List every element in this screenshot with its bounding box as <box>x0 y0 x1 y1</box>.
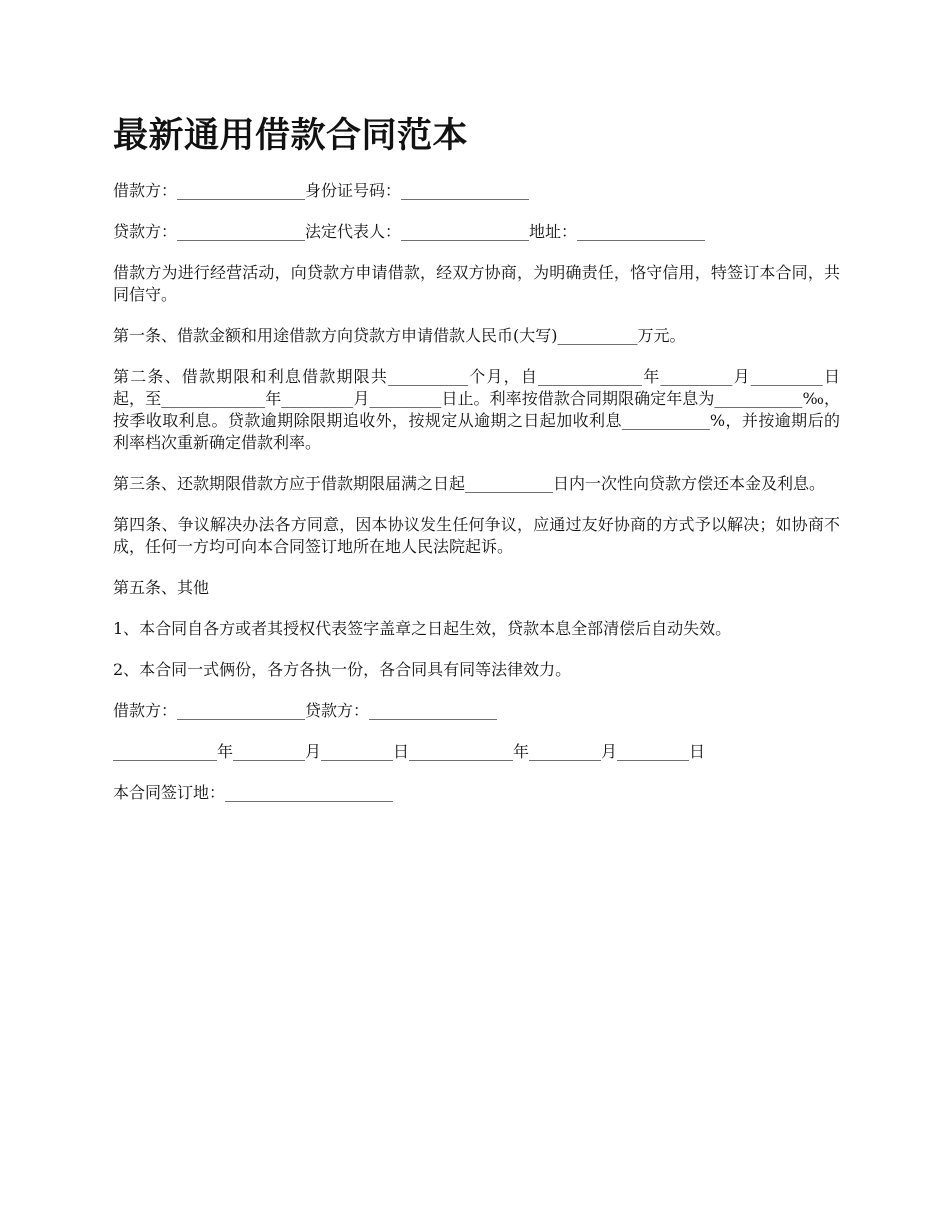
article-5-clause-1: 1、本合同自各方或者其授权代表签字盖章之日起生效，贷款本息全部清偿后自动失效。 <box>113 619 732 638</box>
signature-line: 借款方：________________贷款方：________________ <box>113 701 498 720</box>
article-4-dispute-resolution: 第四条、争议解决办法各方同意，因本协议发生任何争议，应通过友好协商的方式予以解决；如协商不成，任何一方均可向本合同签订地所在地人民法院起诉。 <box>113 515 840 556</box>
document-title: 最新通用借款合同范本 <box>113 116 469 156</box>
article-1-amount-purpose: 第一条、借款金额和用途借款方向贷款方申请借款人民币(大写)__________万元。 <box>113 326 686 345</box>
preamble-paragraph: 借款方为进行经营活动，向贷款方申请借款，经双方协商，为明确责任，恪守信用，特签订本合同，共同信守。 <box>113 263 840 304</box>
article-5-clause-2: 2、本合同一式俩份，各方各执一份，各合同具有同等法律效力。 <box>113 660 572 679</box>
borrower-id-line: 借款方：________________身份证号码：________________ <box>113 181 530 200</box>
article-5-heading: 第五条、其他 <box>113 578 210 597</box>
article-3-repayment: 第三条、还款期限借款方应于借款期限届满之日起___________日内一次性向贷款方偿还本金及利息。 <box>113 474 826 493</box>
signing-place-line: 本合同签订地：_____________________ <box>113 783 394 802</box>
document-body <box>113 112 840 823</box>
lender-info-line: 贷款方：________________法定代表人：________________地址：________________ <box>113 222 706 241</box>
article-2-term-interest: 第二条、借款期限和利息借款期限共__________个月，自_____________年_________月_________日起，至_____________年_________月_________日止。利率按借款合同期限确定年息为___________‰，按季收取利息。贷款逾期除限期追收外，按规定从逾期之日起加收利息___________%，并按逾期后的利率档次重新确定借款利率。 <box>113 367 840 452</box>
signature-date-line: _____________年_________月_________日_____________年_________月_________日 <box>113 742 705 761</box>
